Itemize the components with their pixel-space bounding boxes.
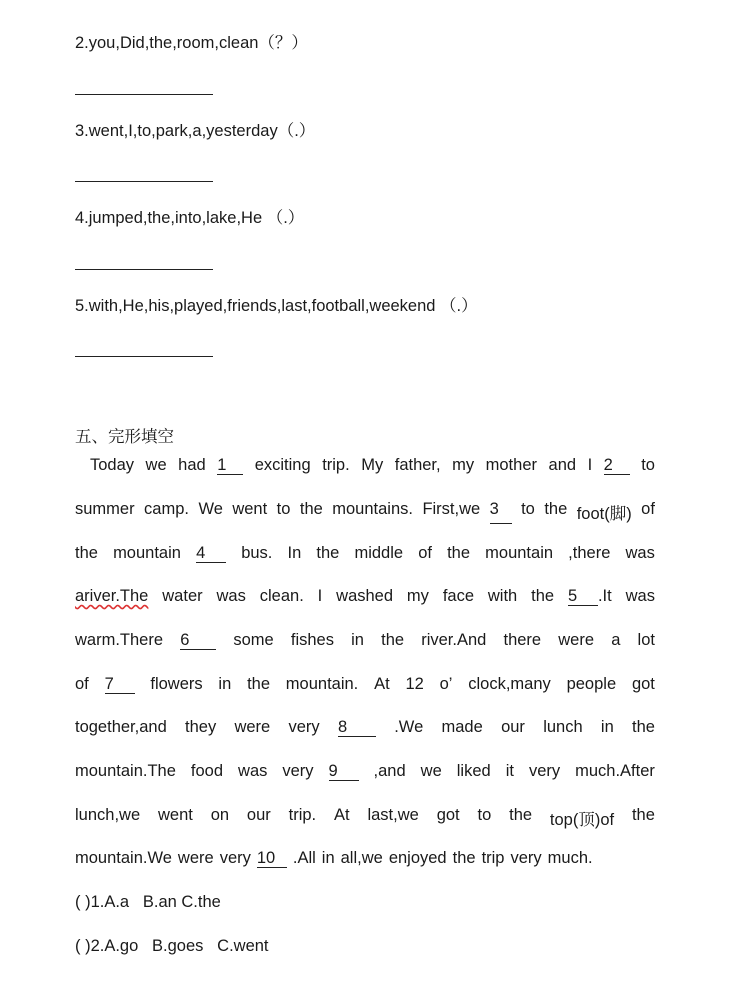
passage-word: exciting [254, 456, 311, 474]
passage-word: in [218, 675, 232, 693]
blank-1: 1 [217, 456, 243, 475]
passage-word: very [288, 718, 320, 736]
passage-word: the [247, 675, 270, 693]
passage-word: to [641, 456, 655, 474]
passage-word: flowers [150, 675, 203, 693]
passage-word: the [75, 544, 98, 562]
blank-4: 4 [196, 544, 226, 563]
passage-word: foot(脚) [576, 505, 632, 523]
passage-word: warm.There [75, 631, 164, 649]
passage-line-6 [75, 675, 655, 694]
passage-word: was [625, 544, 655, 562]
passage-word: mother [485, 456, 537, 474]
question-2: 2.you,Did,the,room,clean（？） [75, 34, 308, 52]
question-5: 5.with,He,his,played,friends,last,football,weekend （.） [75, 297, 478, 315]
passage-word: clean. [259, 587, 304, 605]
passage-word: First,we [422, 500, 481, 518]
passage-word: to [276, 500, 291, 518]
passage-word: middle [354, 544, 404, 562]
question-3: 3.went,I,to,park,a,yesterday（.） [75, 122, 316, 140]
passage-word: food [190, 762, 224, 780]
blank-7: 7 [105, 675, 135, 694]
passage-word: ,and [373, 762, 406, 780]
passage-word: top(顶)of [549, 811, 615, 829]
passage-word: the [509, 806, 533, 824]
passage-word: my [452, 456, 475, 474]
passage-word: 10 .All [256, 849, 316, 867]
passage-word: trip [481, 849, 505, 867]
passage-word: much. [547, 849, 593, 867]
passage-word: were [177, 849, 214, 867]
passage-word: was [216, 587, 246, 605]
passage-word: got [631, 675, 655, 693]
passage-word: the [531, 587, 555, 605]
passage-word: lunch [543, 718, 583, 736]
passage-word: the [452, 849, 476, 867]
passage-word: ,there [568, 544, 611, 562]
passage-word: it [505, 762, 514, 780]
passage-line-10 [75, 849, 655, 868]
passage-word: on [210, 806, 230, 824]
passage-line-8 [75, 762, 655, 781]
passage-word: camp. [144, 500, 189, 518]
passage-line-7 [75, 718, 655, 737]
passage-word: with [487, 587, 518, 605]
passage-word: the [632, 718, 655, 736]
passage-word: was [238, 762, 268, 780]
passage-word: all,we [340, 849, 383, 867]
passage-word: were [234, 718, 271, 736]
passage-word: mountain.The [75, 762, 176, 780]
option-row-1: ( )1.A.a B.an C.the [75, 893, 221, 911]
blank-10: 10 [257, 849, 287, 868]
passage-word: trip. [322, 456, 350, 474]
passage-word: very [282, 762, 314, 780]
passage-word: the [381, 631, 405, 649]
passage-word: we [145, 456, 167, 474]
passage-word: in [600, 718, 614, 736]
passage-word: got [436, 806, 460, 824]
passage-word: to [477, 806, 492, 824]
passage-word: liked [456, 762, 491, 780]
passage-word: At [374, 675, 390, 693]
passage-word: went [232, 500, 268, 518]
passage-word: we [420, 762, 442, 780]
blank-6: 6 [180, 631, 216, 650]
passage-word: they [185, 718, 217, 736]
passage-word: the [631, 806, 655, 824]
passage-word: mountain.We [75, 849, 172, 867]
option-row-2: ( )2.A.go B.goes C.went [75, 937, 269, 955]
passage-word: people [566, 675, 617, 693]
passage-word: water [162, 587, 203, 605]
passage-word: in [321, 849, 335, 867]
blank-9: 9 [329, 762, 359, 781]
passage-word: a [611, 631, 621, 649]
misspelled-word: ariver.The [75, 587, 149, 605]
passage-word: the [316, 544, 340, 562]
passage-word: fishes [290, 631, 334, 649]
passage-word: was [625, 587, 655, 605]
passage-word: much.After [575, 762, 655, 780]
passage-word: father, [394, 456, 441, 474]
passage-word: washed [336, 587, 394, 605]
passage-word: mountain [485, 544, 554, 562]
passage-word: o’ [439, 675, 453, 693]
passage-word: Today [90, 456, 135, 474]
passage-word: last,we [367, 806, 419, 824]
passage-word: We [198, 500, 223, 518]
answer-line-4 [75, 269, 213, 270]
passage-word: our [501, 718, 525, 736]
passage-line-2 [75, 500, 655, 524]
question-4: 4.jumped,the,into,lake,He （.） [75, 209, 305, 227]
passage-word: there [503, 631, 542, 649]
answer-line-3 [75, 181, 213, 182]
passage-word: trip. [288, 806, 317, 824]
passage-word: mountain [113, 544, 181, 562]
blank-2: 2 [604, 456, 630, 475]
blank-3: 3 [490, 500, 512, 524]
passage-word: went [157, 806, 193, 824]
passage-word: 5 .It [567, 587, 612, 605]
passage-line-3 [75, 544, 655, 563]
passage-word: face [442, 587, 474, 605]
passage-word: of [75, 675, 89, 693]
passage-word: to [521, 500, 535, 518]
passage-word: lunch,we [75, 806, 141, 824]
passage-word: were [558, 631, 595, 649]
passage-word: mountains. [332, 500, 413, 518]
passage-word: summer [75, 500, 135, 518]
passage-word: At [334, 806, 350, 824]
passage-word: our [246, 806, 271, 824]
passage-word: made [441, 718, 483, 736]
passage-word: and [548, 456, 577, 474]
blank-8: 8 [338, 718, 376, 737]
passage-line-1 [90, 456, 655, 475]
passage-word: of [418, 544, 432, 562]
section-title: 五、完形填空 [75, 428, 174, 446]
passage-word: my [406, 587, 429, 605]
passage-word: very [510, 849, 542, 867]
passage-word: the [447, 544, 471, 562]
passage-word: in [351, 631, 364, 649]
answer-line-2 [75, 94, 213, 95]
passage-word: the [299, 500, 323, 518]
passage-line-9 [75, 806, 655, 830]
blank-5: 5 [568, 587, 598, 606]
passage-word: I [317, 587, 323, 605]
passage-word: had [178, 456, 206, 474]
passage-word: My [361, 456, 384, 474]
passage-word: .We [394, 718, 424, 736]
passage-word: very [528, 762, 561, 780]
passage-word: some [233, 631, 274, 649]
passage-word: together,and [75, 718, 167, 736]
passage-line-5 [75, 631, 655, 650]
passage-word: lot [637, 631, 655, 649]
passage-word: mountain. [285, 675, 359, 693]
passage-word: clock,many [468, 675, 551, 693]
passage-word: 12 [405, 675, 424, 693]
passage-word: very [219, 849, 251, 867]
passage-word: the [544, 500, 568, 518]
passage-word: enjoyed [388, 849, 447, 867]
passage-line-4 [75, 587, 655, 606]
passage-word: of [641, 500, 655, 518]
passage-word: river.And [421, 631, 487, 649]
answer-line-5 [75, 356, 213, 357]
passage-word: I [587, 456, 593, 474]
passage-word: bus. [241, 544, 273, 562]
passage-word: In [287, 544, 302, 562]
